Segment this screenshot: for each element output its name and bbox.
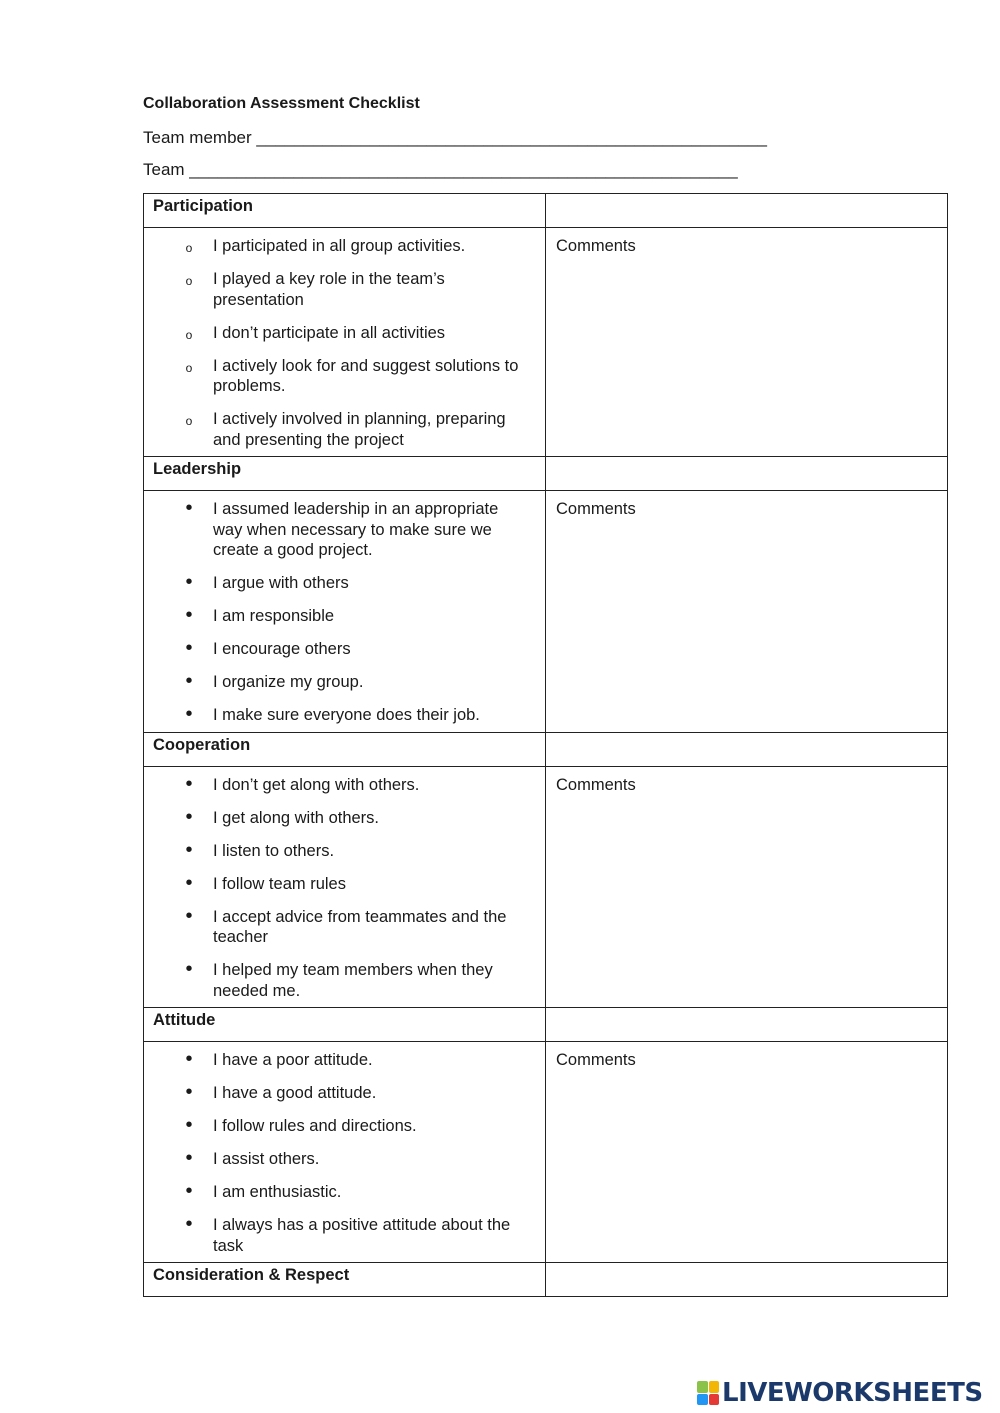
section-title-cell [144, 1263, 546, 1297]
section-header-row [144, 1008, 948, 1042]
section-header-row [144, 1263, 948, 1297]
dot-bullet-icon: • [185, 805, 193, 828]
checklist-items-cell [144, 491, 546, 733]
checklist-item-text: I actively involved in planning, preparing and presenting the project [213, 410, 506, 449]
section-title: Consideration & Respect [153, 1266, 350, 1284]
comments-cell[interactable] [546, 766, 948, 1008]
checklist-item-text: I actively look for and suggest solutions to problems. [213, 356, 519, 395]
checklist-item-text: I have a poor attitude. [213, 1051, 373, 1069]
section-title-cell [144, 194, 546, 228]
checklist-item-text: I make sure everyone does their job. [213, 706, 480, 724]
liveworksheets-logo-icon [697, 1381, 719, 1405]
dot-bullet-icon: • [185, 1213, 193, 1235]
checklist-item[interactable] [144, 1149, 545, 1170]
checklist-item-text: I helped my team members when they needed me. [213, 961, 493, 1000]
comments-label: Comments [556, 1051, 636, 1069]
checklist-item-text: I played a key role in the team’s presentation [213, 270, 445, 309]
section-title: Participation [153, 197, 253, 215]
checklist-item[interactable] [144, 672, 545, 693]
page-title: Collaboration Assessment Checklist [143, 95, 420, 112]
checklist-items-cell [144, 766, 546, 1008]
checklist-item-text: I always has a positive attitude about the task [213, 1216, 511, 1255]
checklist-item[interactable] [144, 705, 545, 726]
section-items-row [144, 1042, 948, 1263]
comments-cell[interactable] [546, 1042, 948, 1263]
checklist-item[interactable] [144, 356, 545, 397]
comments-label: Comments [556, 500, 636, 518]
section-items-row [144, 766, 948, 1008]
checklist-item[interactable] [144, 805, 545, 829]
dot-bullet-icon: • [185, 871, 193, 894]
dot-bullet-icon: • [185, 1147, 193, 1169]
dot-bullet-icon: • [185, 604, 193, 626]
logo-text: LIVEWORKSHEETS [722, 1378, 983, 1408]
section-header-blank-cell[interactable] [546, 732, 948, 766]
dot-bullet-icon: • [185, 1081, 193, 1103]
checklist-item-text: I assumed leadership in an appropriate way when necessary to make sure we create a good project. [213, 500, 499, 559]
dot-bullet-icon: • [185, 637, 193, 659]
checklist-items [144, 228, 545, 456]
checklist-item-text: I am enthusiastic. [213, 1183, 342, 1201]
section-title: Attitude [153, 1011, 216, 1029]
liveworksheets-logo [697, 1377, 983, 1409]
logo-square-blue [697, 1394, 708, 1406]
checklist-items-cell [144, 228, 546, 457]
checklist-item-text: I argue with others [213, 574, 349, 592]
comments-label: Comments [556, 237, 636, 255]
checklist-item[interactable] [144, 573, 545, 594]
circle-bullet-icon: o [185, 327, 193, 342]
section-items-row [144, 228, 948, 457]
section-title: Leadership [153, 460, 242, 478]
team-member-field[interactable]: Team member ______________________________________________________ [143, 128, 767, 147]
dot-bullet-icon: • [185, 904, 193, 927]
section-title-cell [144, 1008, 546, 1042]
circle-bullet-icon: o [185, 274, 193, 288]
checklist-items [144, 491, 545, 732]
checklist-items-cell [144, 1042, 546, 1263]
checklist-item[interactable] [144, 838, 545, 862]
checklist-item[interactable] [144, 1116, 545, 1137]
logo-square-green [697, 1381, 708, 1393]
circle-bullet-icon: o [185, 414, 193, 428]
section-header-row [144, 457, 948, 491]
section-title-cell [144, 457, 546, 491]
checklist-item-text: I have a good attitude. [213, 1084, 377, 1102]
checklist-table [143, 193, 948, 1297]
dot-bullet-icon: • [185, 1180, 193, 1202]
dot-bullet-icon: • [185, 772, 193, 795]
checklist-item[interactable] [144, 1050, 545, 1071]
checklist-item-text: I listen to others. [213, 841, 335, 860]
checklist-item[interactable] [144, 323, 545, 344]
checklist-item-text: I don’t participate in all activities [213, 323, 446, 342]
checklist-item[interactable] [144, 960, 545, 1001]
checklist-item[interactable] [144, 904, 545, 948]
section-title: Cooperation [153, 735, 251, 754]
dot-bullet-icon: • [185, 703, 193, 725]
section-title-cell [144, 732, 546, 766]
team-field[interactable]: Team __________________________________________________________ [143, 160, 738, 179]
checklist-item-text: I encourage others [213, 640, 351, 658]
checklist-item-text: I organize my group. [213, 673, 364, 691]
dot-bullet-icon: • [185, 838, 193, 861]
dot-bullet-icon: • [185, 497, 193, 519]
checklist-item[interactable] [144, 639, 545, 660]
dot-bullet-icon: • [185, 1114, 193, 1136]
checklist-item[interactable] [144, 236, 545, 257]
checklist-item[interactable] [144, 772, 545, 796]
section-header-blank-cell[interactable] [546, 1008, 948, 1042]
dot-bullet-icon: • [185, 670, 193, 692]
dot-bullet-icon: • [185, 958, 193, 980]
checklist-item[interactable] [144, 1182, 545, 1203]
checklist-item-text: I don’t get along with others. [213, 775, 420, 794]
section-header-blank-cell[interactable] [546, 1263, 948, 1297]
checklist-item-text: I assist others. [213, 1150, 320, 1168]
dot-bullet-icon: • [185, 1048, 193, 1070]
circle-bullet-icon: o [185, 360, 193, 375]
section-items-row [144, 491, 948, 733]
checklist-item-text: I follow team rules [213, 874, 346, 893]
checklist-item-text: I get along with others. [213, 808, 380, 827]
checklist-item[interactable] [144, 606, 545, 627]
checklist-item[interactable] [144, 1083, 545, 1104]
logo-square-red [709, 1394, 720, 1406]
checklist-item-text: I accept advice from teammates and the teacher [213, 907, 507, 946]
checklist-item[interactable] [144, 871, 545, 895]
checklist-item[interactable] [144, 269, 545, 310]
checklist-items [144, 1042, 545, 1262]
section-header-row [144, 732, 948, 766]
comments-label: Comments [556, 775, 636, 794]
checklist-item-text: I participated in all group activities. [213, 237, 466, 255]
dot-bullet-icon: • [185, 571, 193, 593]
section-header-blank-cell[interactable] [546, 194, 948, 228]
checklist-item[interactable] [144, 1215, 545, 1256]
checklist-item-text: I follow rules and directions. [213, 1117, 417, 1135]
checklist-items [144, 767, 545, 1008]
circle-bullet-icon: o [185, 241, 193, 255]
section-header-row [144, 194, 948, 228]
comments-cell[interactable] [546, 228, 948, 457]
checklist-item[interactable] [144, 499, 545, 561]
logo-square-yellow [709, 1381, 720, 1393]
comments-cell[interactable] [546, 491, 948, 733]
section-header-blank-cell[interactable] [546, 457, 948, 491]
checklist-item-text: I am responsible [213, 607, 335, 625]
checklist-item[interactable] [144, 409, 545, 450]
